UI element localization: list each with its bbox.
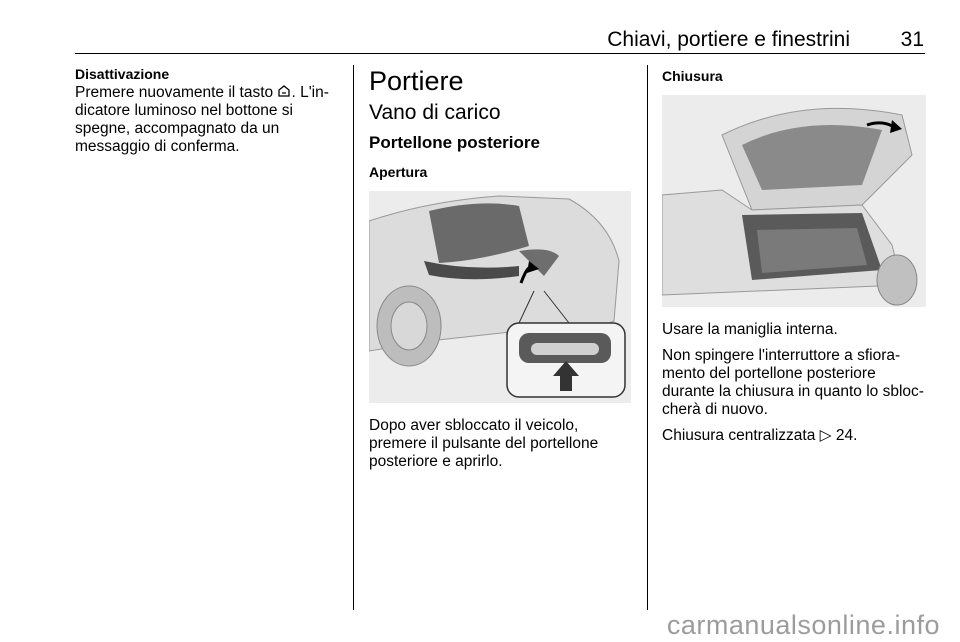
page-reference[interactable]: 24. bbox=[835, 427, 858, 444]
section-title-doors: Portiere bbox=[369, 66, 464, 96]
closing-paragraph-2: Non spingere l'interruttore a sfiora-mento del portellone posteriore durante la chiusura in quanto lo sbloc-cherà di nuovo. bbox=[662, 347, 924, 418]
subsection-title-cargo: Vano di carico bbox=[369, 101, 501, 124]
column-divider-1 bbox=[353, 65, 354, 610]
tailgate-opening-illustration bbox=[369, 191, 631, 403]
closing-paragraph-1: Usare la maniglia interna. bbox=[662, 321, 838, 338]
header-rule bbox=[75, 53, 925, 54]
subsection-title-tailgate: Portellone posteriore bbox=[369, 133, 540, 152]
page-number: 31 bbox=[900, 28, 924, 51]
column-1 bbox=[75, 66, 345, 164]
tailgate-button-icon bbox=[277, 84, 291, 98]
heading-opening: Apertura bbox=[369, 164, 428, 180]
page-reference-arrow-icon: ▷ bbox=[819, 427, 832, 444]
column-3 bbox=[662, 66, 927, 453]
deactivation-paragraph: Premere nuovamente il tasto . L'in-dicatore luminoso nel bottone si spegne, accompagnato da un messaggio di conferma. bbox=[75, 84, 329, 155]
heading-closing: Chiusura bbox=[662, 68, 723, 84]
page-header-title: Chiavi, portiere e finestrini bbox=[607, 28, 850, 51]
tailgate-closing-illustration bbox=[662, 95, 926, 307]
closing-paragraph-3: Chiusura centralizzata ▷ 24. bbox=[662, 427, 858, 444]
column-2 bbox=[369, 66, 634, 479]
opening-paragraph: Dopo aver sbloccato il veicolo, premere il pulsante del portellone posteriore e aprirlo. bbox=[369, 417, 599, 470]
column-divider-2 bbox=[647, 65, 648, 610]
watermark: carmanualsonline.info bbox=[666, 610, 940, 640]
section-heading-deactivation: Disattivazione bbox=[75, 66, 170, 82]
